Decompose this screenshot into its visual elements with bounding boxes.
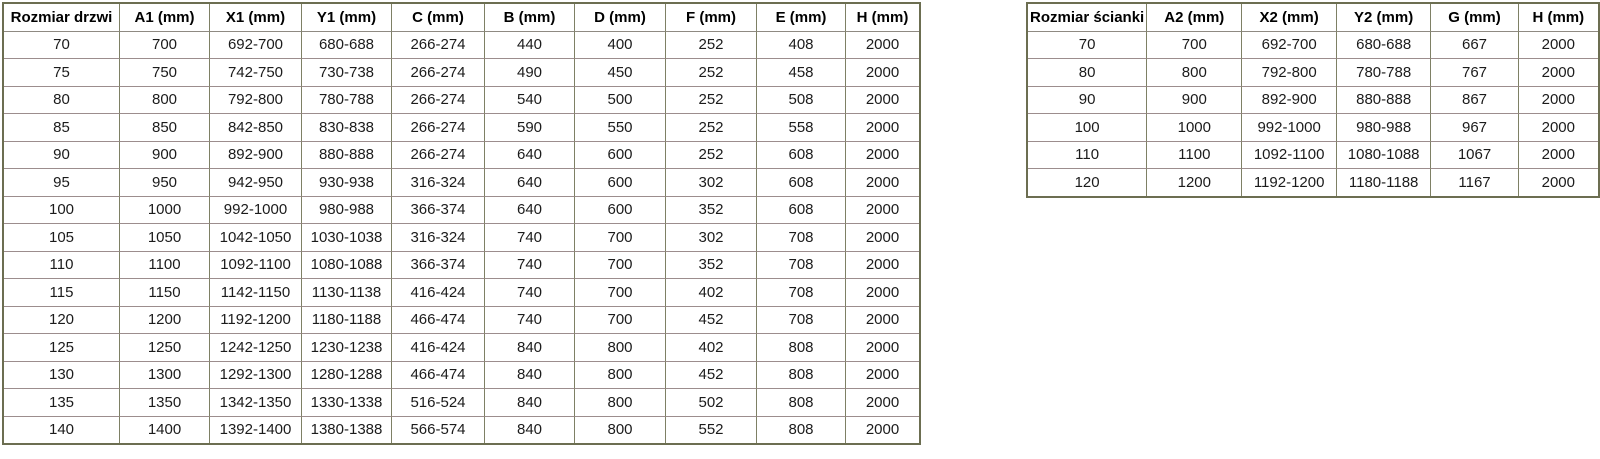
- table-cell: 2000: [846, 169, 919, 197]
- table-cell: 808: [757, 334, 846, 362]
- table-cell: 590: [485, 114, 575, 142]
- table-row: [1028, 114, 1598, 142]
- table-cell: 800: [575, 334, 666, 362]
- column-header: Y2 (mm): [1337, 4, 1432, 32]
- table-cell: 100: [4, 197, 120, 225]
- table-row: [1028, 32, 1598, 60]
- table-cell: 830-838: [302, 114, 392, 142]
- table-cell: 1350: [120, 389, 210, 417]
- column-header: C (mm): [392, 4, 485, 32]
- table-cell: 900: [1147, 87, 1242, 115]
- table-cell: 700: [575, 252, 666, 280]
- table-cell: 1080-1088: [1337, 142, 1432, 170]
- table-cell: 2000: [1541, 173, 1575, 191]
- table-cell: 600: [575, 169, 666, 197]
- table-cell: 252: [666, 114, 757, 142]
- table-cell: 352: [666, 252, 757, 280]
- table-cell: 402: [666, 279, 757, 307]
- table-cell: 2000: [846, 142, 919, 170]
- column-header: X1 (mm): [210, 4, 302, 32]
- table-cell: 2000: [1519, 87, 1598, 115]
- table-cell: 95: [4, 169, 120, 197]
- table-cell: 100: [1028, 114, 1147, 142]
- table-cell: 708: [757, 224, 846, 252]
- table-cell: 2000: [846, 362, 919, 390]
- table-cell: 1100: [120, 252, 210, 280]
- table-cell: 1250: [120, 334, 210, 362]
- table-cell: 680-688: [302, 32, 392, 60]
- table-row: [4, 169, 919, 197]
- table-cell: 70: [4, 32, 120, 60]
- table-cell: 90: [4, 142, 120, 170]
- table-cell: 1280-1288: [302, 362, 392, 390]
- table-cell: 840: [485, 334, 575, 362]
- table-row: [4, 142, 919, 170]
- table-cell: 130: [4, 362, 120, 390]
- table-cell: 140: [4, 417, 120, 444]
- table-cell: 440: [485, 32, 575, 60]
- table-cell: 1242-1250: [210, 334, 302, 362]
- table-cell: 640: [485, 169, 575, 197]
- table-cell: 316-324: [392, 224, 485, 252]
- column-header: H (mm): [1519, 4, 1598, 32]
- table-cell: 640: [485, 142, 575, 170]
- table-cell: 1150: [120, 279, 210, 307]
- table-cell: 266-274: [392, 114, 485, 142]
- table-cell: 740: [485, 307, 575, 335]
- table-row: [4, 59, 919, 87]
- table-cell: 1142-1150: [210, 279, 302, 307]
- table-cell: 700: [120, 32, 210, 60]
- table-cell: 75: [4, 59, 120, 87]
- table-cell: 708: [757, 279, 846, 307]
- header-row: [1028, 4, 1598, 32]
- table-cell: 792-800: [1242, 59, 1336, 87]
- table-cell: 70: [1028, 32, 1147, 60]
- column-header: H (mm): [846, 4, 919, 32]
- table-cell: 880-888: [302, 142, 392, 170]
- table-cell: 1380-1388: [302, 417, 392, 444]
- table-cell: 1000: [120, 197, 210, 225]
- table-cell: 1200: [1147, 169, 1242, 196]
- table-cell: 700: [575, 307, 666, 335]
- table-row: [4, 362, 919, 390]
- table-cell: 708: [757, 307, 846, 335]
- table-cell: 2000: [1519, 32, 1598, 60]
- table-cell: 608: [757, 142, 846, 170]
- table-cell: 1300: [120, 362, 210, 390]
- table-row: [1028, 87, 1598, 115]
- table-cell: 2000: [846, 32, 919, 60]
- table-cell: 135: [4, 389, 120, 417]
- table-cell: 120: [4, 307, 120, 335]
- table-cell: 1192-1200: [1242, 169, 1336, 196]
- column-header: Y1 (mm): [302, 4, 392, 32]
- table-cell: 867: [1431, 87, 1518, 115]
- table-cell: 780-788: [302, 87, 392, 115]
- table-cell: 252: [666, 59, 757, 87]
- table-cell: 302: [666, 224, 757, 252]
- table-cell: 452: [666, 307, 757, 335]
- table-cell: 808: [757, 389, 846, 417]
- table-cell: 466-474: [392, 307, 485, 335]
- table-cell: 1292-1300: [210, 362, 302, 390]
- header-row: [4, 4, 919, 32]
- table-cell: 252: [666, 32, 757, 60]
- column-header: G (mm): [1431, 4, 1518, 32]
- table-cell: 1392-1400: [210, 417, 302, 444]
- table-cell: 1080-1088: [302, 252, 392, 280]
- table-cell: 692-700: [1242, 32, 1336, 60]
- table-cell: 502: [666, 389, 757, 417]
- table-cell: 608: [757, 169, 846, 197]
- column-header: A1 (mm): [120, 4, 210, 32]
- table-cell: 800: [120, 87, 210, 115]
- table-cell: 120: [1028, 169, 1147, 196]
- table-cell: 2000: [1519, 114, 1598, 142]
- table-cell: 252: [666, 87, 757, 115]
- table-cell: 416-424: [392, 334, 485, 362]
- table-cell: 366-374: [392, 197, 485, 225]
- table-cell: 942-950: [210, 169, 302, 197]
- table-cell: 800: [1147, 59, 1242, 87]
- table-cell: 967: [1431, 114, 1518, 142]
- table-cell: 992-1000: [1242, 114, 1336, 142]
- table-cell: 1100: [1147, 142, 1242, 170]
- table-cell: 316-324: [392, 169, 485, 197]
- table-cell: 708: [757, 252, 846, 280]
- door-sizes-table: [2, 2, 921, 445]
- table-cell: 266-274: [392, 59, 485, 87]
- table-row: [4, 32, 919, 60]
- table-cell: 980-988: [302, 197, 392, 225]
- table-cell: 2000: [846, 114, 919, 142]
- column-header: B (mm): [485, 4, 575, 32]
- table-cell: 125: [4, 334, 120, 362]
- table-cell: 800: [575, 389, 666, 417]
- table-cell: 1167: [1431, 169, 1518, 196]
- table-cell: 850: [120, 114, 210, 142]
- table-cell: 266-274: [392, 87, 485, 115]
- table-cell: 900: [120, 142, 210, 170]
- table-cell: 700: [575, 224, 666, 252]
- table-cell: 950: [120, 169, 210, 197]
- table-cell: 808: [757, 362, 846, 390]
- table-row: [4, 252, 919, 280]
- table-cell: 840: [485, 362, 575, 390]
- table-cell: 767: [1431, 59, 1518, 87]
- table-row: [4, 307, 919, 335]
- table-cell: 1000: [1147, 114, 1242, 142]
- table-cell: 740: [485, 279, 575, 307]
- table-cell: 508: [757, 87, 846, 115]
- table-cell: 1042-1050: [210, 224, 302, 252]
- table-cell: 2000: [846, 87, 919, 115]
- table-cell: 2000: [846, 197, 919, 225]
- table-cell: 1342-1350: [210, 389, 302, 417]
- table-cell: 842-850: [210, 114, 302, 142]
- table-cell: 600: [575, 197, 666, 225]
- table-cell: 680-688: [1337, 32, 1432, 60]
- table-cell: 252: [666, 142, 757, 170]
- table-cell: 1092-1100: [1242, 142, 1336, 170]
- column-header: Rozmiar ścianki: [1028, 4, 1147, 32]
- table-cell: 892-900: [210, 142, 302, 170]
- table-cell: 408: [757, 32, 846, 60]
- table-row: [4, 197, 919, 225]
- table-cell: 2000: [846, 334, 919, 362]
- table-cell: 458: [757, 59, 846, 87]
- table-cell: 840: [485, 389, 575, 417]
- table-cell: 1050: [120, 224, 210, 252]
- table-cell: 800: [575, 362, 666, 390]
- column-header: Rozmiar drzwi: [4, 4, 120, 32]
- table-cell: 1192-1200: [210, 307, 302, 335]
- table-cell: 352: [666, 197, 757, 225]
- table-cell: 552: [666, 417, 757, 444]
- table-cell: 2000: [846, 279, 919, 307]
- table-cell: 516-524: [392, 389, 485, 417]
- table-cell: 608: [757, 197, 846, 225]
- wall-panel-sizes-table: [1026, 2, 1600, 198]
- table-cell: 667: [1431, 32, 1518, 60]
- table-cell: 110: [4, 252, 120, 280]
- table-cell: 2000: [846, 59, 919, 87]
- table-row: [4, 334, 919, 362]
- table-cell: 1200: [120, 307, 210, 335]
- table-cell: 1067: [1431, 142, 1518, 170]
- table-cell: 840: [485, 417, 575, 444]
- column-header: D (mm): [575, 4, 666, 32]
- table-cell: 892-900: [1242, 87, 1336, 115]
- table-cell: 800: [575, 417, 666, 444]
- table-cell: 416-424: [392, 279, 485, 307]
- table-cell: 80: [1028, 59, 1147, 87]
- table-cell: 730-738: [302, 59, 392, 87]
- table-row: [4, 224, 919, 252]
- table-row: [4, 389, 919, 417]
- table-cell: 750: [120, 59, 210, 87]
- table-cell: 490: [485, 59, 575, 87]
- column-header: E (mm): [757, 4, 846, 32]
- table-cell: 466-474: [392, 362, 485, 390]
- table-cell: 550: [575, 114, 666, 142]
- table-cell: 880-888: [1337, 87, 1432, 115]
- table-cell: 700: [575, 279, 666, 307]
- table-cell: 85: [4, 114, 120, 142]
- table-cell: 558: [757, 114, 846, 142]
- table-cell: 302: [666, 169, 757, 197]
- table-cell: 2000: [846, 224, 919, 252]
- table-row: [1028, 169, 1598, 196]
- table-cell: 1400: [120, 417, 210, 444]
- table-row: [4, 87, 919, 115]
- table-cell: 740: [485, 252, 575, 280]
- table-cell: 808: [757, 417, 846, 444]
- table-cell: 1180-1188: [1337, 169, 1432, 196]
- table-cell: 266-274: [392, 142, 485, 170]
- table-cell: 105: [4, 224, 120, 252]
- table-cell: 2000: [846, 252, 919, 280]
- table-cell: 692-700: [210, 32, 302, 60]
- table-cell: 1130-1138: [302, 279, 392, 307]
- table-row: [1028, 142, 1598, 170]
- table-cell: 2000: [1519, 59, 1598, 87]
- table-cell: 742-750: [210, 59, 302, 87]
- table-cell: 2000: [846, 307, 919, 335]
- table-cell: 1092-1100: [210, 252, 302, 280]
- table-cell: 266-274: [392, 32, 485, 60]
- table-cell: 2000: [865, 421, 900, 439]
- table-cell: 1180-1188: [302, 307, 392, 335]
- table-cell: 980-988: [1337, 114, 1432, 142]
- table-cell: 2000: [1519, 142, 1598, 170]
- table-cell: 640: [485, 197, 575, 225]
- table-cell: 110: [1028, 142, 1147, 170]
- table-cell: 566-574: [392, 417, 485, 444]
- table-cell: 540: [485, 87, 575, 115]
- column-header: F (mm): [666, 4, 757, 32]
- table-cell: 780-788: [1337, 59, 1432, 87]
- table-cell: 930-938: [302, 169, 392, 197]
- table-cell: 600: [575, 142, 666, 170]
- table-cell: 1230-1238: [302, 334, 392, 362]
- table-row: [1028, 59, 1598, 87]
- table-row: [4, 279, 919, 307]
- table-row: [4, 114, 919, 142]
- table-cell: 402: [666, 334, 757, 362]
- table-cell: 400: [575, 32, 666, 60]
- table-cell: 2000: [846, 389, 919, 417]
- table-cell: 500: [575, 87, 666, 115]
- table-cell: 366-374: [392, 252, 485, 280]
- table-cell: 450: [575, 59, 666, 87]
- column-header: A2 (mm): [1147, 4, 1242, 32]
- column-header: X2 (mm): [1242, 4, 1336, 32]
- table-cell: 115: [4, 279, 120, 307]
- table-row: [4, 417, 919, 444]
- table-cell: 700: [1147, 32, 1242, 60]
- table-cell: 992-1000: [210, 197, 302, 225]
- table-cell: 90: [1028, 87, 1147, 115]
- table-cell: 452: [666, 362, 757, 390]
- table-cell: 792-800: [210, 87, 302, 115]
- table-cell: 740: [485, 224, 575, 252]
- table-cell: 1030-1038: [302, 224, 392, 252]
- table-cell: 1330-1338: [302, 389, 392, 417]
- table-cell: 80: [4, 87, 120, 115]
